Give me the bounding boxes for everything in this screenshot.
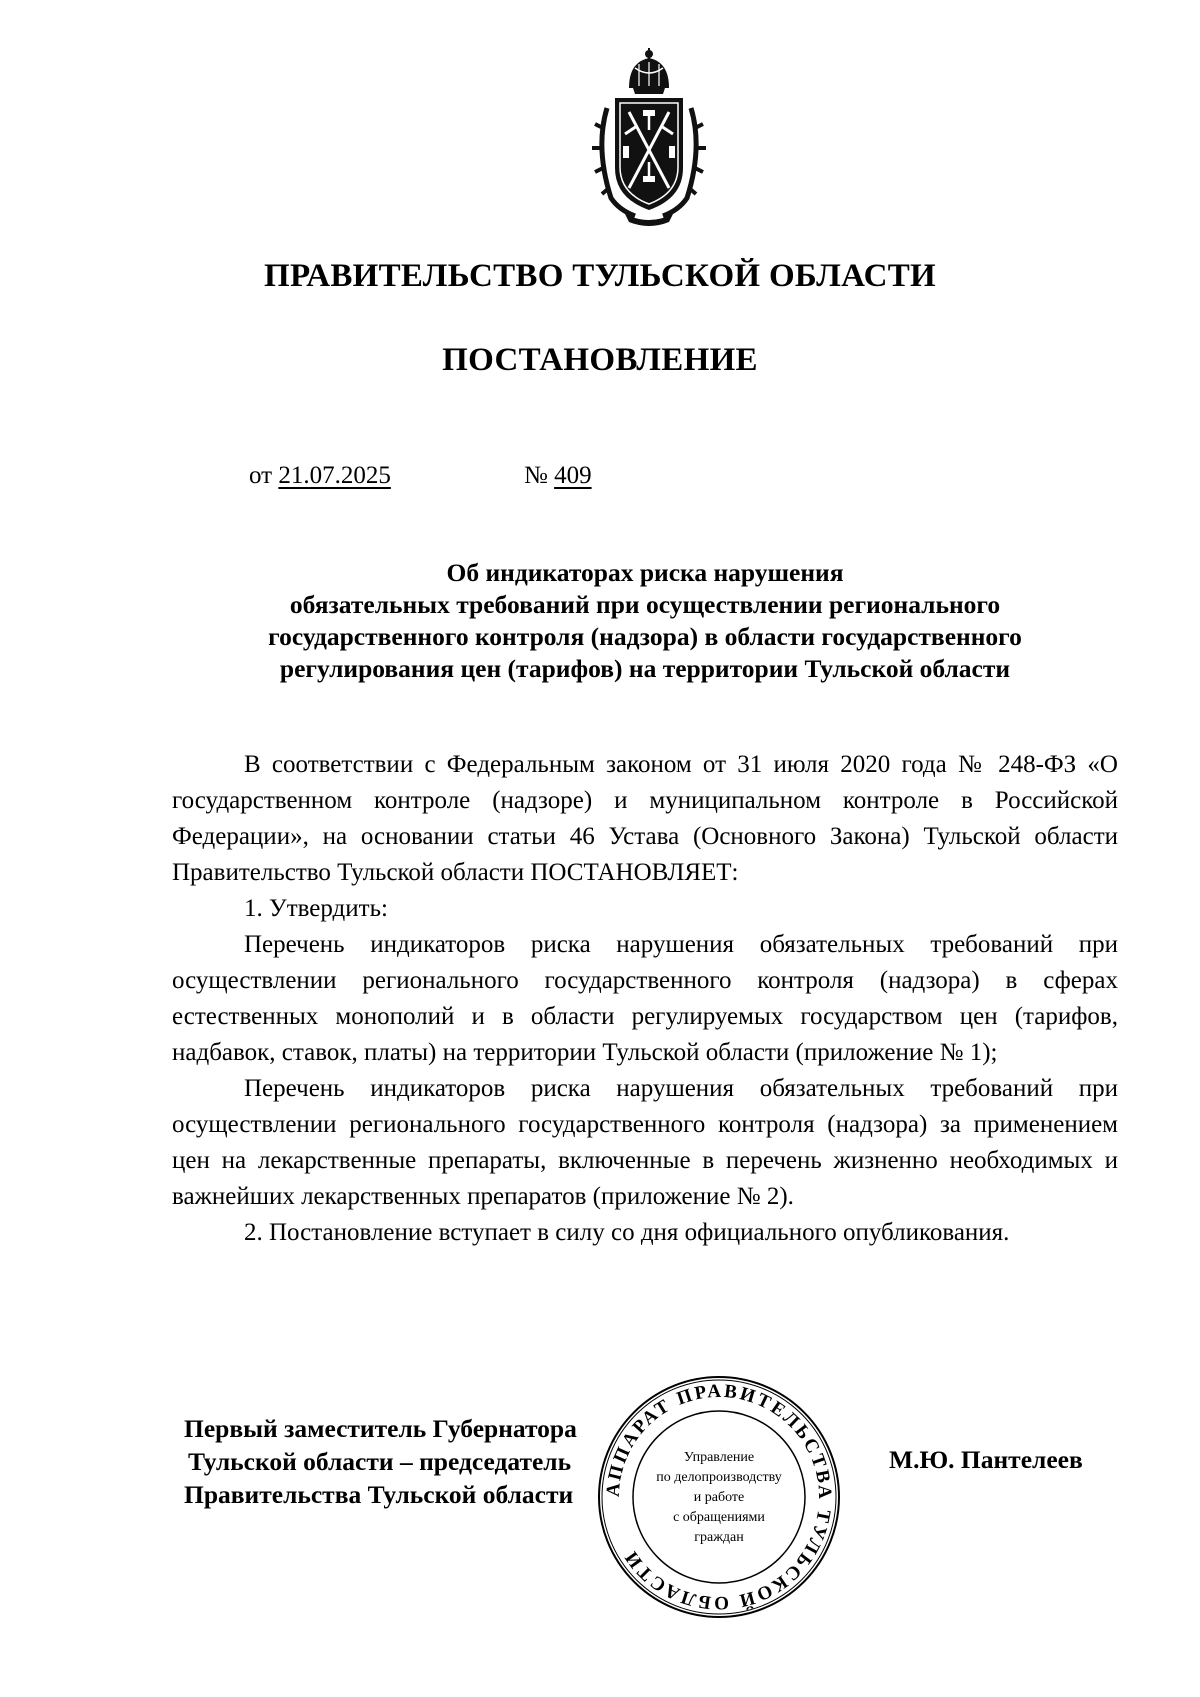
signer-name: М.Ю. Пантелеев	[889, 1445, 1083, 1474]
position-line: Правительства Тульской области	[184, 1480, 574, 1509]
stamp-center-line: граждан	[694, 1530, 744, 1545]
stamp-center-line: с обращениями	[673, 1510, 765, 1525]
subject-line: Об индикаторах риска нарушения	[446, 558, 844, 587]
government-title: ПРАВИТЕЛЬСТВО ТУЛЬСКОЙ ОБЛАСТИ	[264, 258, 936, 294]
date-value: 21.07.2025	[278, 462, 391, 489]
number-value: 409	[554, 462, 592, 489]
position-line: Тульской области – председатель	[188, 1447, 572, 1476]
subject-line: государственного контроля (надзора) в области государственного	[268, 622, 1022, 651]
official-stamp	[596, 1374, 842, 1620]
subject-line: регулирования цен (тарифов) на территории Тульской области	[279, 654, 1011, 683]
coat-of-arms-icon	[589, 48, 709, 226]
position-line: Первый заместитель Губернатора	[184, 1414, 577, 1443]
document-type-title: ПОСТАНОВЛЕНИЕ	[442, 342, 758, 378]
date-prefix: от	[249, 462, 273, 489]
stamp-center-line: Управление	[683, 1450, 755, 1465]
stamp-center-line: по делопроизводству	[656, 1470, 782, 1485]
document-body	[172, 747, 1118, 1251]
body-paragraph: В соответствии с Федеральным законом от 31 июля 2020 года № 248-ФЗ «О государственном контроле (надзоре) и муниципальном контроле в Российской Федерации», на основании статьи 46 Устава (Основного Закона) Тульской области Правительство Тульской области ПОСТАНОВЛЯЕТ:	[172, 751, 1118, 886]
stamp-ring-text: АППАРАТ ПРАВИТЕЛЬСТВА ТУЛЬСКОЙ ОБЛАСТИ	[602, 1380, 836, 1614]
signatory-position	[184, 1412, 577, 1511]
body-paragraph: 1. Утвердить:	[244, 895, 388, 922]
body-paragraph: Перечень индикаторов риска нарушения обязательных требований при осуществлении регионального государственного контроля (надзора) за применением цен на лекарственные препараты, включенные в перечень жизненно необходимых и важнейших лекарственных препаратов (приложение № 2).	[172, 1075, 1118, 1210]
stamp-center-line: и работе	[693, 1490, 745, 1505]
body-paragraph: Перечень индикаторов риска нарушения обязательных требований при осуществлении регионального государственного контроля (надзора) в сферах естественных монополий и в области регулируемых государством цен (тарифов, надбавок, ставок, платы) на территории Тульской области (приложение № 1);	[172, 931, 1118, 1066]
number-prefix: №	[524, 462, 548, 489]
document-subject	[150, 557, 1140, 685]
document-number	[524, 462, 592, 490]
body-paragraph: 2. Постановление вступает в силу со дня официального опубликования.	[244, 1219, 1010, 1246]
document-date	[249, 462, 391, 490]
subject-line: обязательных требований при осуществлении регионального	[289, 590, 1001, 619]
